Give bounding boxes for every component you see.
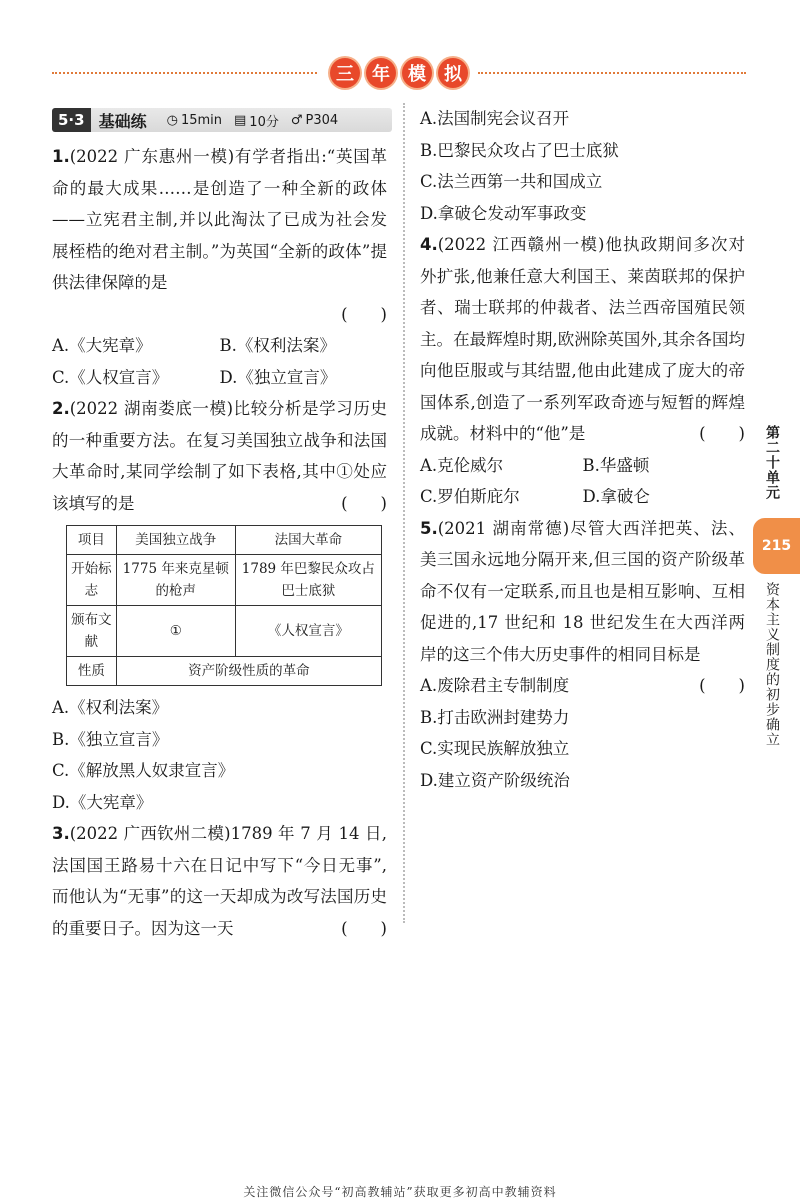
option-d[interactable]: D.《独立宣言》 (219, 367, 337, 387)
section-bar (52, 108, 392, 132)
table-cell: 1775 年来克星顿的枪声 (116, 555, 235, 606)
clock-icon: ◷ (166, 112, 178, 128)
option-a[interactable]: A.废除君主专制制度 (420, 676, 570, 695)
link-icon: ♂ (290, 112, 303, 128)
table-cell: 颁布文献 (67, 606, 117, 657)
question-number: 2. (52, 399, 70, 418)
question-2 (52, 393, 387, 818)
side-chapter-title: 资本主义制度的初步确立 (764, 582, 780, 747)
question-body: (2022 江西赣州一模)他执政期间多次对外扩张,他兼任意大利国王、莱茵联邦的保护者、瑞士联邦的仲裁者、法兰西帝国殖民领主。在最辉煌时期,欧洲除英国外,其余各国均向他臣服或与其结盟,他由此建成了庞大的帝国体系,创造了一系列军政奇迹与短暂的辉煌成就。材料中的“他”是 (420, 235, 745, 443)
ref-meta (291, 113, 338, 128)
question-text (52, 141, 387, 299)
option-b[interactable]: B.《独立宣言》 (52, 729, 169, 749)
table-header-row (67, 526, 382, 555)
ref-value: P304 (305, 112, 339, 128)
question-number: 1. (52, 147, 70, 166)
question-body: (2022 湖南娄底一模)比较分析是学习历史的一种重要方法。在复习美国独立战争和法国大革命时,某同学绘制了如下表格,其中①处应该填写的是 (52, 399, 387, 513)
option-d[interactable]: D.拿破仑发动军事政变 (420, 203, 587, 223)
table-cell: ① (116, 606, 235, 657)
footer-note: 关注微信公众号“初高教辅站”获取更多初高中教辅资料 (243, 1185, 557, 1199)
question-body: (2022 广东惠州一模)有学者指出:“英国革命的最大成果……是创造了一种全新的政体——立宪君主制,并以此淘汰了已成为社会发展桎梏的绝对君主制。”为英国“全新的政体”提供法律保障的是 (52, 147, 387, 292)
question-text (52, 393, 387, 519)
question-text (420, 229, 745, 450)
question-text (52, 818, 387, 944)
header-char: 模 (402, 58, 432, 88)
table-row (67, 606, 382, 657)
question-3-options (420, 103, 745, 229)
document-icon: ▤ (234, 112, 247, 128)
option-b[interactable]: B.华盛顿 (582, 455, 650, 475)
question-number: 3. (52, 824, 70, 843)
option-row (420, 481, 745, 513)
option-row (52, 330, 387, 362)
table-row (67, 555, 382, 606)
option-b[interactable]: B.巴黎民众攻占了巴士底狱 (420, 140, 619, 160)
option-a[interactable]: A.克伦威尔 (420, 455, 504, 475)
right-column (420, 103, 745, 796)
option-d[interactable]: D.拿破仑 (582, 487, 650, 506)
question-5 (420, 513, 745, 797)
answer-blank[interactable]: ( ) (699, 676, 745, 695)
option-d[interactable]: D.《大宪章》 (52, 792, 153, 812)
answer-blank[interactable]: ( ) (341, 918, 387, 938)
section-title: 基础练 (98, 111, 147, 131)
option-c[interactable]: C.《人权宣言》 (52, 367, 169, 387)
question-number: 4. (420, 235, 438, 254)
score-meta (234, 111, 279, 130)
question-3 (52, 818, 387, 944)
time-value: 15min (180, 112, 222, 128)
option-a[interactable]: A.《权利法案》 (52, 698, 169, 717)
answer-blank[interactable]: ( ) (699, 424, 745, 443)
option-b[interactable]: B.打击欧洲封建势力 (420, 707, 570, 727)
question-1 (52, 141, 387, 393)
question-number: 5. (420, 518, 438, 538)
header-char: 拟 (438, 58, 468, 88)
table-cell: 开始标志 (67, 555, 117, 606)
column-divider (403, 103, 405, 923)
question-body: (2021 湖南常德)尽管大西洋把英、法、美三国永远地分隔开来,但三国的资产阶级革命不仅有一定联系,而且也是相互影响、互相促进的,17 世纪和 18 世纪发生在大西洋两岸的这三个伟大历史事件的相同目标是 (420, 518, 745, 664)
option-a[interactable]: A.法国制宪会议召开 (420, 109, 570, 128)
header-divider-left (52, 72, 317, 74)
header-char: 三 (330, 58, 360, 88)
option-row (420, 450, 745, 482)
option-row (52, 362, 387, 394)
header-banner (330, 58, 468, 88)
question-body: (2022 广西钦州二模)1789 年 7 月 14 日,法国国王路易十六在日记中写下“今日无事”,而他认为“无事”的这一天却成为改写法国历史的重要日子。因为这一天 (52, 824, 387, 938)
score-value: 10分 (249, 114, 279, 130)
answer-blank[interactable]: ( ) (341, 304, 387, 324)
table-cell: 1789 年巴黎民众攻占巴士底狱 (235, 555, 381, 606)
table-cell: 资产阶级性质的革命 (116, 657, 381, 686)
left-column (52, 141, 387, 944)
option-b[interactable]: B.《权利法案》 (219, 336, 336, 355)
table-cell: 《人权宣言》 (235, 606, 381, 657)
section-logo: 5·3 (52, 108, 91, 132)
table-row (67, 657, 382, 686)
page-number-tab: 215 (753, 518, 800, 574)
option-c[interactable]: C.《解放黑人奴隶宣言》 (52, 761, 235, 780)
answer-blank[interactable]: ( ) (341, 493, 387, 513)
option-a[interactable]: A.《大宪章》 (52, 336, 152, 355)
header-char: 年 (366, 58, 396, 88)
table-cell: 性质 (67, 657, 117, 686)
table-header-cell: 法国大革命 (235, 526, 381, 555)
header-divider-right (478, 72, 746, 74)
table-header-cell: 美国独立战争 (116, 526, 235, 555)
comparison-table (66, 525, 382, 686)
side-unit-label: 第二十单元 (764, 425, 780, 500)
option-c[interactable]: C.罗伯斯庇尔 (420, 487, 520, 506)
option-d[interactable]: D.建立资产阶级统治 (420, 770, 570, 790)
question-4 (420, 229, 745, 513)
time-meta (167, 113, 222, 128)
option-c[interactable]: C.法兰西第一共和国成立 (420, 172, 603, 191)
table-header-cell: 项目 (67, 526, 117, 555)
option-c[interactable]: C.实现民族解放独立 (420, 739, 570, 758)
